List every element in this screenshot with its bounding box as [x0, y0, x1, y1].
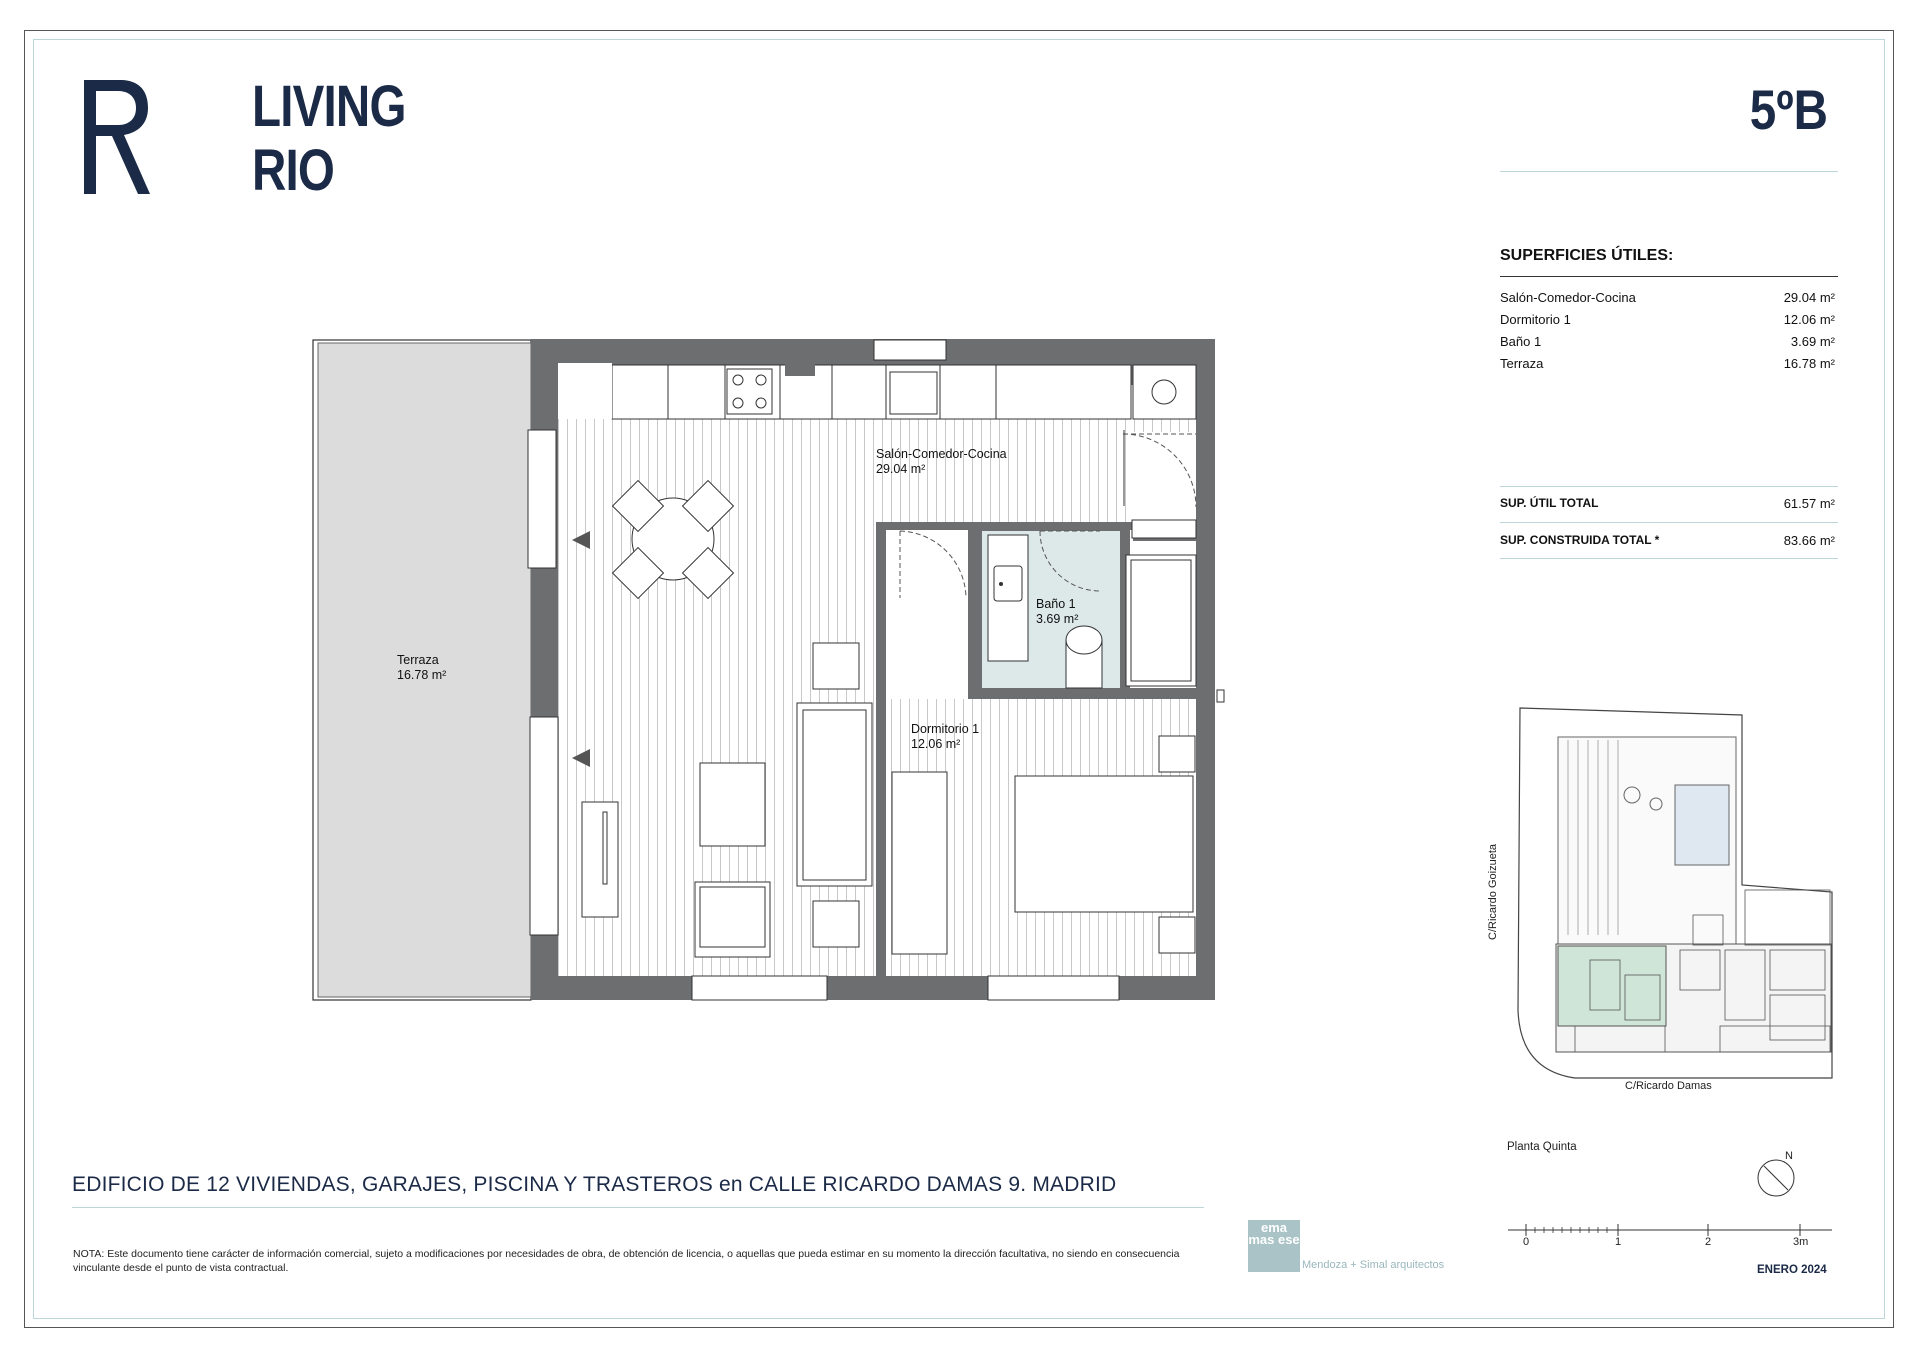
- scale-label: 1: [1615, 1236, 1622, 1248]
- scale-label: 0: [1523, 1236, 1530, 1248]
- key-plan-unit-highlight: [1558, 946, 1666, 1026]
- surface-name: Terraza: [1500, 356, 1544, 371]
- surface-area: 16.78 m²: [1783, 356, 1835, 371]
- floor-label: Planta Quinta: [1507, 1141, 1577, 1153]
- divider: [72, 1207, 1204, 1208]
- north-label: N: [1785, 1150, 1793, 1162]
- room-label-dormitorio: Dormitorio 1 12.06 m²: [911, 722, 980, 751]
- surface-area: 29.04 m²: [1783, 290, 1835, 305]
- scale-label: 2: [1705, 1236, 1712, 1248]
- built-total-label: SUP. CONSTRUIDA TOTAL *: [1500, 533, 1660, 547]
- legal-note: NOTA: Este documento tiene carácter de información comercial, sujeto a modificaciones por necesidades de obra, de obtención de licencia, o aquellas que pueda estimar en su momento la dirección facultativa, no siendo en consecuencia vinculante desde el punto de vista contractual.: [73, 1248, 1180, 1274]
- room-label-bano: Baño 1 3.69 m²: [1036, 597, 1079, 626]
- architect-name: Mendoza + Simal arquitectos: [1302, 1259, 1445, 1271]
- room-label-salon: Salón-Comedor-Cocina 29.04 m²: [876, 447, 1007, 476]
- built-total-value: 83.66 m²: [1783, 533, 1835, 548]
- building-title: EDIFICIO DE 12 VIVIENDAS, GARAJES, PISCINA Y TRASTEROS en CALLE RICARDO DAMAS 9. MADRID: [72, 1173, 1117, 1196]
- scale-label: 3m: [1793, 1236, 1809, 1248]
- brand-line-2: RIO: [252, 138, 335, 203]
- architect-logo: ema mas ese: [1248, 1220, 1300, 1272]
- date-label: ENERO 2024: [1757, 1264, 1827, 1276]
- street-label-bottom: C/Ricardo Damas: [1625, 1080, 1712, 1092]
- pool: [1675, 785, 1729, 865]
- surface-name: Dormitorio 1: [1500, 312, 1571, 327]
- surface-name: Baño 1: [1500, 334, 1542, 349]
- street-label-left: C/Ricardo Goizueta: [1487, 844, 1499, 940]
- surface-area: 12.06 m²: [1783, 312, 1835, 327]
- room-label-terraza: Terraza 16.78 m²: [397, 653, 447, 682]
- surface-name: Salón-Comedor-Cocina: [1500, 290, 1636, 305]
- surfaces-title: SUPERFICIES ÚTILES:: [1500, 247, 1674, 264]
- useful-total-label: SUP. ÚTIL TOTAL: [1500, 496, 1599, 510]
- brand-line-1: LIVING: [252, 74, 406, 139]
- useful-total-value: 61.57 m²: [1783, 496, 1835, 511]
- unit-code: 5ºB: [1749, 78, 1828, 141]
- surface-area: 3.69 m²: [1790, 334, 1835, 349]
